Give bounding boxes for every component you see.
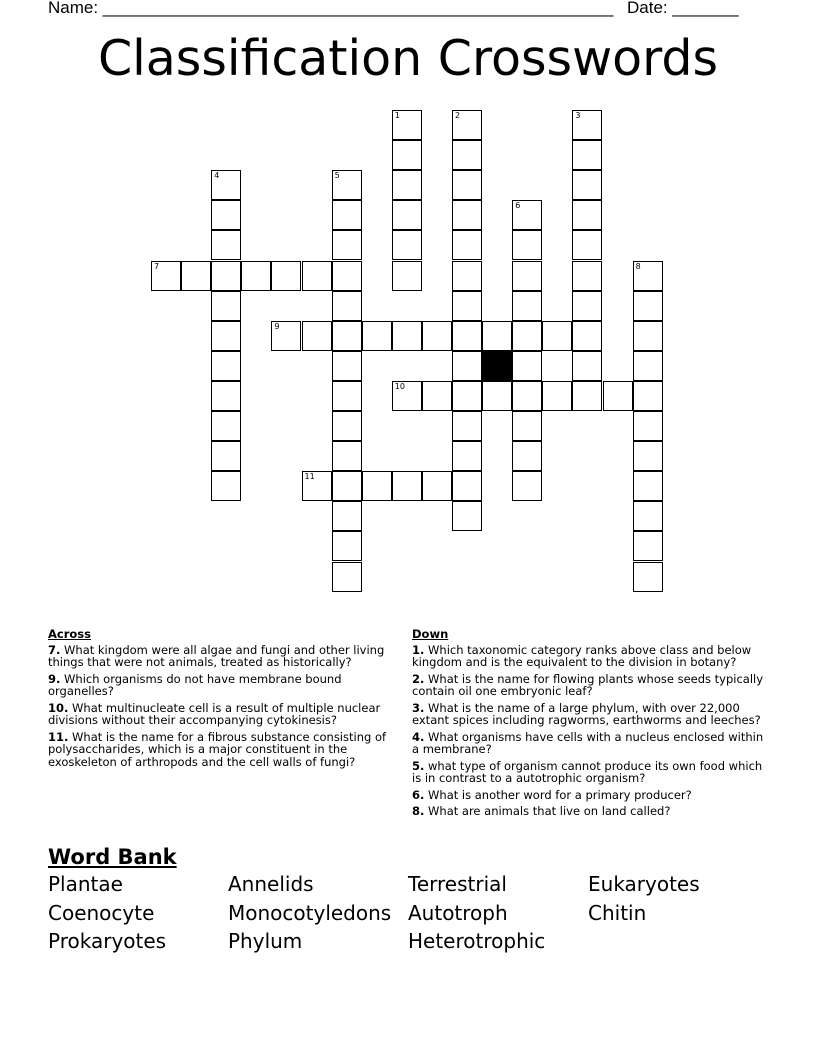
crossword-cell[interactable] — [512, 381, 542, 411]
down-clue — [412, 789, 772, 802]
crossword-cell[interactable] — [332, 471, 362, 501]
crossword-cell[interactable] — [422, 321, 452, 351]
word-bank-list — [48, 872, 788, 958]
down-clue — [412, 760, 772, 785]
crossword-cell[interactable] — [271, 321, 301, 351]
crossword-cell[interactable] — [633, 441, 663, 471]
clue-text: Which organisms do not have membrane bound organelles? — [48, 671, 342, 698]
cell-number: 10 — [394, 381, 405, 391]
crossword-cell[interactable] — [241, 261, 271, 291]
crossword-cell[interactable] — [572, 351, 602, 381]
crossword-cell[interactable] — [633, 471, 663, 501]
crossword-cell[interactable] — [392, 471, 422, 501]
crossword-cell[interactable] — [392, 110, 422, 140]
crossword-cell[interactable] — [332, 531, 362, 561]
crossword-cell[interactable] — [332, 381, 362, 411]
cell-number: 8 — [635, 261, 641, 271]
crossword-cell[interactable] — [211, 351, 241, 381]
crossword-cell[interactable] — [512, 441, 542, 471]
clue-text: What kingdom were all algae and fungi and other living things that were not animals, treated as historically? — [48, 642, 385, 669]
crossword-cell[interactable] — [633, 562, 663, 592]
down-clue — [412, 805, 772, 818]
crossword-cell[interactable] — [332, 200, 362, 230]
crossword-cell[interactable] — [302, 261, 332, 291]
crossword-black-cell — [482, 351, 512, 381]
crossword-cell[interactable] — [572, 170, 602, 200]
crossword-cell[interactable] — [362, 321, 392, 351]
crossword-cell[interactable] — [181, 261, 211, 291]
crossword-cell[interactable] — [211, 381, 241, 411]
crossword-cell[interactable] — [332, 291, 362, 321]
cell-number: 9 — [274, 321, 280, 331]
clue-text: What multinucleate cell is a result of multiple nuclear divisions without their accompanying cytokinesis? — [48, 700, 381, 727]
crossword-cell[interactable] — [452, 110, 482, 140]
down-clues — [412, 628, 772, 822]
clue-text: What organisms have cells with a nucleus enclosed within a membrane? — [412, 729, 764, 756]
crossword-cell[interactable] — [362, 471, 392, 501]
crossword-cell[interactable] — [452, 501, 482, 531]
crossword-cell[interactable] — [452, 261, 482, 291]
cell-number: 3 — [575, 111, 581, 120]
clue-number: 5. — [412, 758, 425, 773]
clue-number: 4. — [412, 729, 425, 744]
crossword-cell[interactable] — [512, 230, 542, 260]
clue-number: 7. — [48, 642, 61, 657]
crossword-cell[interactable] — [211, 291, 241, 321]
across-clue — [48, 673, 398, 698]
cell-number: 1 — [394, 111, 400, 120]
crossword-cell[interactable] — [633, 411, 663, 441]
crossword-cell[interactable] — [603, 381, 633, 411]
crossword-cell[interactable] — [512, 261, 542, 291]
crossword-cell[interactable] — [392, 230, 422, 260]
crossword-cell[interactable] — [332, 501, 362, 531]
crossword-cell[interactable] — [211, 230, 241, 260]
crossword-cell[interactable] — [302, 471, 332, 501]
crossword-cell[interactable] — [512, 321, 542, 351]
down-heading: Down — [412, 627, 449, 641]
crossword-cell[interactable] — [512, 471, 542, 501]
crossword-cell[interactable] — [633, 321, 663, 351]
crossword-cell[interactable] — [452, 351, 482, 381]
clue-number: 11. — [48, 729, 69, 744]
down-clue — [412, 673, 772, 698]
crossword-cell[interactable] — [572, 321, 602, 351]
crossword-cell[interactable] — [211, 441, 241, 471]
crossword-cell[interactable] — [633, 291, 663, 321]
across-clue — [48, 644, 398, 669]
crossword-cell[interactable] — [542, 321, 572, 351]
cell-number: 11 — [304, 472, 315, 482]
crossword-cell[interactable] — [332, 562, 362, 592]
crossword-cell[interactable] — [452, 441, 482, 471]
crossword-cell[interactable] — [542, 381, 572, 411]
clue-text: What are animals that live on land called? — [428, 804, 671, 818]
across-clues — [48, 628, 398, 772]
word-bank-item: Chitin — [588, 900, 647, 925]
crossword-cell[interactable] — [392, 381, 422, 411]
clue-number: 9. — [48, 671, 61, 686]
down-clue — [412, 644, 772, 669]
word-bank-item: Prokaryotes — [48, 929, 167, 953]
clue-text: Which taxonomic category ranks above class and below kingdom and is the equivalent to the division in botany? — [412, 642, 752, 669]
crossword-cell[interactable] — [211, 170, 241, 200]
clue-text: what type of organism cannot produce its own food which is in contrast to a autotrophic organism? — [412, 758, 763, 785]
crossword-cell[interactable] — [392, 170, 422, 200]
cell-number: 2 — [455, 111, 461, 120]
crossword-cell[interactable] — [452, 321, 482, 351]
crossword-cell[interactable] — [572, 381, 602, 411]
crossword-cell[interactable] — [512, 200, 542, 230]
clue-number: 3. — [412, 700, 425, 715]
clue-number: 6. — [412, 787, 425, 802]
crossword-cell[interactable] — [482, 381, 512, 411]
crossword-cell[interactable] — [392, 200, 422, 230]
crossword-cell[interactable] — [452, 291, 482, 321]
crossword-cell[interactable] — [452, 230, 482, 260]
crossword-cell[interactable] — [572, 291, 602, 321]
crossword-cell[interactable] — [633, 531, 663, 561]
cell-number: 4 — [214, 171, 220, 181]
page-title: Classification Crosswords — [97, 30, 719, 87]
word-bank-item: Plantae — [48, 872, 123, 896]
clue-number: 10. — [48, 700, 69, 715]
crossword-cell[interactable] — [572, 230, 602, 260]
down-clue — [412, 702, 772, 727]
cell-number: 7 — [154, 261, 160, 271]
across-clue — [48, 731, 398, 769]
crossword-cell[interactable] — [452, 381, 482, 411]
crossword-cell[interactable] — [572, 200, 602, 230]
crossword-cell[interactable] — [302, 321, 332, 351]
clue-number: 1. — [412, 642, 425, 657]
crossword-cell[interactable] — [512, 411, 542, 441]
crossword-cell[interactable] — [392, 321, 422, 351]
date-field-line: Date: _______ — [627, 0, 739, 17]
crossword-cell[interactable] — [151, 261, 181, 291]
crossword-cell[interactable] — [452, 200, 482, 230]
crossword-cell[interactable] — [332, 411, 362, 441]
crossword-cell[interactable] — [211, 261, 241, 291]
clue-number: 8. — [412, 804, 425, 818]
word-bank-item: Monocotyledons — [228, 900, 392, 925]
crossword-cell[interactable] — [452, 411, 482, 441]
crossword-cell[interactable] — [633, 261, 663, 291]
crossword-cell[interactable] — [422, 471, 452, 501]
crossword-cell[interactable] — [572, 140, 602, 170]
crossword-cell[interactable] — [211, 411, 241, 441]
crossword-cell[interactable] — [633, 501, 663, 531]
crossword-cell[interactable] — [211, 471, 241, 501]
across-heading: Across — [48, 627, 91, 641]
word-bank-title: Word Bank — [48, 845, 177, 869]
crossword-cell[interactable] — [392, 261, 422, 291]
clue-text: What is the name for a fibrous substance consisting of polysaccharides, which is a major constituent in the exoskeleton of arthropods and the cell walls of fungi? — [48, 729, 387, 769]
crossword-cell[interactable] — [211, 321, 241, 351]
word-bank-item: Coenocyte — [48, 900, 155, 925]
down-clue — [412, 731, 772, 756]
clue-text: What is the name of a large phylum, with over 22,000 extant spices including ragworms, earthworms and leeches? — [412, 700, 761, 727]
crossword-cell[interactable] — [572, 261, 602, 291]
crossword-cell[interactable] — [332, 351, 362, 381]
across-clue — [48, 702, 398, 727]
name-field-line: Name: ______________________________________________________ — [48, 0, 614, 17]
clue-number: 2. — [412, 671, 425, 686]
crossword-cell[interactable] — [332, 230, 362, 260]
word-bank-item: Heterotrophic — [408, 929, 546, 953]
word-bank-item: Terrestrial — [408, 872, 507, 896]
cell-number: 6 — [515, 201, 521, 211]
clue-text: What is the name for flowing plants whose seeds typically contain oil one embryonic leaf? — [412, 671, 764, 698]
crossword-cell[interactable] — [512, 351, 542, 381]
crossword-cell[interactable] — [211, 200, 241, 230]
crossword-cell[interactable] — [392, 140, 422, 170]
crossword-cell[interactable] — [633, 381, 663, 411]
crossword-cell[interactable] — [452, 471, 482, 501]
word-bank-item: Autotroph — [408, 900, 508, 925]
crossword-cell[interactable] — [271, 261, 301, 291]
crossword-cell[interactable] — [633, 351, 663, 381]
cell-number: 5 — [334, 171, 340, 181]
crossword-cell[interactable] — [452, 140, 482, 170]
crossword-cell[interactable] — [512, 291, 542, 321]
crossword-cell[interactable] — [422, 381, 452, 411]
crossword-cell[interactable] — [332, 170, 362, 200]
word-bank-item: Phylum — [228, 929, 303, 953]
word-bank-item: Annelids — [228, 872, 314, 896]
clue-text: What is another word for a primary producer? — [428, 787, 692, 802]
crossword-cell[interactable] — [452, 170, 482, 200]
crossword-cell[interactable] — [332, 321, 362, 351]
crossword-cell[interactable] — [332, 261, 362, 291]
crossword-cell[interactable] — [482, 321, 512, 351]
crossword-cell[interactable] — [572, 110, 602, 140]
crossword-cell[interactable] — [332, 441, 362, 471]
word-bank-item: Eukaryotes — [588, 872, 700, 896]
